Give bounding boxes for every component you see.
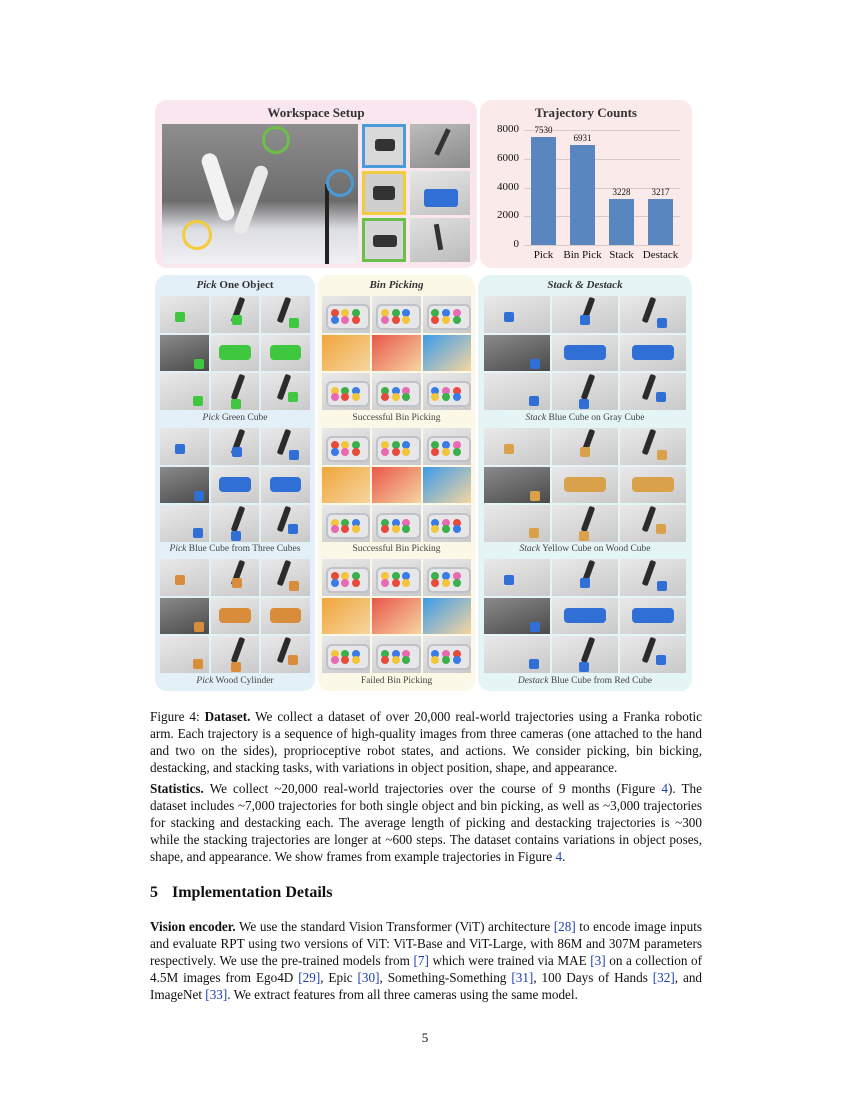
workspace-title: Workspace Setup [267, 105, 365, 120]
camera-thumb-yellow [362, 171, 406, 215]
trajectory-frame [484, 335, 550, 372]
camera-thumb-blue [362, 124, 406, 168]
trajectory-frame [261, 559, 310, 596]
trajectory-frame [211, 636, 260, 673]
trajectory-frame [484, 467, 550, 504]
trajectory-frame [423, 598, 471, 635]
section-heading [150, 884, 332, 902]
trajectory-frame [261, 428, 310, 465]
caption-stack-1: Stack Blue Cube on Gray Cube [525, 413, 645, 423]
stack-trajectory-grid [484, 559, 686, 673]
trajectory-frame [211, 559, 260, 596]
y-tick-label: 4000 [497, 180, 519, 193]
statistics-paragraph [150, 780, 702, 865]
caption-pick-2: Pick Blue Cube from Three Cubes [169, 544, 301, 554]
trajectory-frame [484, 296, 550, 333]
caption-bin-3: Failed Bin Picking [360, 676, 433, 686]
trajectory-frame [552, 467, 618, 504]
chart-title: Trajectory Counts [535, 105, 637, 120]
bar-stack [609, 199, 635, 245]
trajectory-frame [160, 296, 209, 333]
trajectory-frame [322, 636, 370, 673]
trajectory-frame [423, 505, 471, 542]
x-tick-label: Bin Pick [563, 249, 602, 261]
vision-heading: Vision encoder. [150, 919, 236, 934]
trajectory-frame [620, 467, 686, 504]
trajectory-frame [160, 598, 209, 635]
pick-trajectory-grid [160, 428, 310, 542]
trajectory-frame [211, 296, 260, 333]
caption-pick-3: Pick Wood Cylinder [196, 676, 274, 686]
caption-bin-1: Successful Bin Picking [352, 413, 441, 423]
trajectory-frame [552, 296, 618, 333]
trajectory-frame [484, 428, 550, 465]
trajectory-frame [372, 636, 420, 673]
trajectory-frame [160, 559, 209, 596]
statistics-text-2: ). The dataset includes ~7,000 trajectories for both single object and bin picking, as well as ~3,000 trajectories for stacking and destacking each. The average length of picking and destacking trajectories is ~300 while the stacking trajectories are longer at ~600 steps. The dataset contains variations in object poses, shape, and appearance. We show frames from example trajectories in Figure [150, 781, 703, 864]
data-label: 3228 [612, 186, 631, 197]
trajectory-frame [160, 467, 209, 504]
gridline [524, 245, 680, 246]
bin-title [318, 279, 475, 291]
trajectory-frame [261, 335, 310, 372]
trajectory-panel [480, 100, 692, 268]
figure-caption-bold: Dataset. [204, 709, 251, 724]
statistics-text-1: We collect ~20,000 real-world trajectories over the course of 9 months (Figure [203, 781, 662, 796]
trajectory-frame [211, 428, 260, 465]
bin-title-italic: Bin Picking [369, 279, 424, 291]
trajectory-frame [211, 505, 260, 542]
pick-title-rest: One Object [216, 279, 274, 291]
statistics-text-3: . [562, 849, 566, 864]
pick-title [155, 279, 315, 291]
robot-arm-link [232, 164, 270, 236]
trajectory-frame [372, 505, 420, 542]
bin-trajectory-grid [322, 428, 471, 542]
trajectory-frame [423, 428, 471, 465]
data-label: 6931 [573, 133, 592, 144]
trajectory-frame [552, 428, 618, 465]
figure-caption [150, 708, 702, 776]
workspace-photo [162, 124, 358, 264]
trajectory-frame [261, 636, 310, 673]
figure-label: Figure 4: [150, 709, 200, 724]
trajectory-frame [372, 467, 420, 504]
camera-ring-yellow [182, 220, 212, 250]
trajectory-frame [620, 505, 686, 542]
trajectory-frame [372, 598, 420, 635]
section-number: 5 [150, 884, 158, 901]
trajectory-frame [620, 598, 686, 635]
trajectory-frame [322, 559, 370, 596]
trajectory-frame [620, 296, 686, 333]
trajectory-frame [211, 335, 260, 372]
trajectory-frame [211, 598, 260, 635]
view-thumb-1 [410, 124, 470, 168]
stack-trajectory-grid [484, 428, 686, 542]
trajectory-frame [322, 296, 370, 333]
camera-stand [325, 184, 329, 264]
citation-link-31[interactable]: [31] [511, 970, 534, 985]
pick-trajectory-grid [160, 559, 310, 673]
caption-bin-2: Successful Bin Picking [352, 544, 441, 554]
citation-link-33[interactable]: [33] [205, 987, 228, 1002]
view-thumb-2 [410, 171, 470, 215]
bar-bin-pick [570, 145, 596, 245]
bar-destack [648, 199, 674, 245]
trajectory-frame [423, 559, 471, 596]
data-label: 3217 [651, 186, 670, 197]
trajectory-frame [261, 505, 310, 542]
data-label: 7530 [534, 124, 553, 135]
workspace-panel [155, 100, 477, 268]
trajectory-frame [423, 335, 471, 372]
trajectory-frame [372, 335, 420, 372]
pick-trajectory-grid [160, 296, 310, 410]
caption-stack-3: Destack Blue Cube from Red Cube [517, 676, 653, 686]
trajectory-frame [261, 373, 310, 410]
stack-trajectory-grid [484, 296, 686, 410]
trajectory-frame [372, 428, 420, 465]
trajectory-frame [160, 428, 209, 465]
trajectory-frame [423, 373, 471, 410]
trajectory-frame [620, 636, 686, 673]
trajectory-frame [423, 467, 471, 504]
stack-title [478, 279, 692, 291]
trajectory-frame [372, 373, 420, 410]
trajectory-frame [552, 335, 618, 372]
y-tick-label: 6000 [497, 151, 519, 164]
trajectory-frame [261, 598, 310, 635]
trajectory-frame [322, 467, 370, 504]
caption-pick-1: Pick Green Cube [202, 413, 268, 423]
trajectory-frame [423, 296, 471, 333]
section-title: Implementation Details [172, 884, 333, 901]
pick-title-italic: Pick [196, 279, 217, 291]
camera-ring-green [262, 126, 290, 154]
trajectory-frame [372, 296, 420, 333]
trajectory-frame [484, 598, 550, 635]
camera-ring-blue [326, 169, 354, 197]
trajectory-frame [552, 505, 618, 542]
figure-ref-link-2[interactable]: 4 [555, 849, 563, 864]
citation-link-7[interactable]: [7] [413, 953, 429, 968]
statistics-heading: Statistics. [150, 781, 204, 796]
caption-stack-2: Stack Yellow Cube on Wood Cube [519, 544, 651, 554]
trajectory-frame [322, 598, 370, 635]
x-tick-label: Pick [533, 249, 554, 261]
robot-arm [200, 151, 237, 223]
y-tick-label: 8000 [497, 123, 519, 135]
x-tick-label: Destack [642, 249, 679, 261]
trajectory-frame [484, 559, 550, 596]
trajectory-frame [211, 467, 260, 504]
stack-title-italic: Stack & Destack [547, 279, 623, 291]
figure-caption-text: We collect a dataset of over 20,000 real-world trajectories using a Franka robotic arm. Each trajectory is a sequence of high-quality images from three cameras (one attached to the hand and two on the sides), proprioceptive robot states, and actions. We consider picking, bin bicking, destacking, and stacking tasks, with variations in object position, shape, and appearance. [150, 709, 703, 775]
trajectory-frame [552, 559, 618, 596]
trajectory-frame [160, 373, 209, 410]
trajectory-frame [552, 598, 618, 635]
trajectory-frame [160, 335, 209, 372]
trajectory-frame [261, 296, 310, 333]
trajectory-frame [372, 559, 420, 596]
trajectory-frame [322, 505, 370, 542]
x-tick-label: Stack [609, 249, 634, 261]
trajectory-frame [160, 636, 209, 673]
y-tick-label: 0 [513, 238, 519, 250]
camera-thumb-green [362, 218, 406, 262]
trajectory-frame [620, 373, 686, 410]
vision-encoder-paragraph: Vision encoder. We use the standard Vision Transformer (ViT) architecture [28] to encode image inputs and evaluate RPT using two versions of ViT: ViT-Base and ViT-Large, with 86M and 307M parameters respectively. We use the pre-trained models from [7] which were trained via MAE [3] on a collection of 4.5M images from Ego4D [29], Epic [30], Something-Something [31], 100 Days of Hands [32], and ImageNet [33]. We extract features from all three cameras using the same model. [150, 919, 703, 1002]
trajectory-frame [261, 467, 310, 504]
trajectory-bar-chart [480, 100, 692, 268]
trajectory-frame [620, 428, 686, 465]
bin-trajectory-grid [322, 559, 471, 673]
citation-link-28[interactable]: [28] [553, 919, 576, 934]
figure-ref-link-1[interactable]: 4 [661, 781, 668, 796]
citation-link-32[interactable]: [32] [652, 970, 675, 985]
trajectory-frame [211, 373, 260, 410]
trajectory-frame [322, 335, 370, 372]
citation-link-30[interactable]: [30] [357, 970, 380, 985]
bin-trajectory-grid [322, 296, 471, 410]
trajectory-frame [322, 428, 370, 465]
trajectory-frame [484, 505, 550, 542]
bar-pick [531, 137, 557, 245]
page-number: 5 [421, 1030, 429, 1045]
trajectory-frame [484, 636, 550, 673]
trajectory-frame [160, 505, 209, 542]
trajectory-frame [322, 373, 370, 410]
view-thumb-3 [410, 218, 470, 262]
trajectory-frame [620, 335, 686, 372]
trajectory-frame [423, 636, 471, 673]
trajectory-frame [552, 373, 618, 410]
y-tick-label: 2000 [497, 209, 519, 222]
trajectory-frame [484, 373, 550, 410]
citation-link-29[interactable]: [29] [298, 970, 321, 985]
citation-link-3[interactable]: [3] [590, 953, 606, 968]
trajectory-frame [552, 636, 618, 673]
trajectory-frame [620, 559, 686, 596]
